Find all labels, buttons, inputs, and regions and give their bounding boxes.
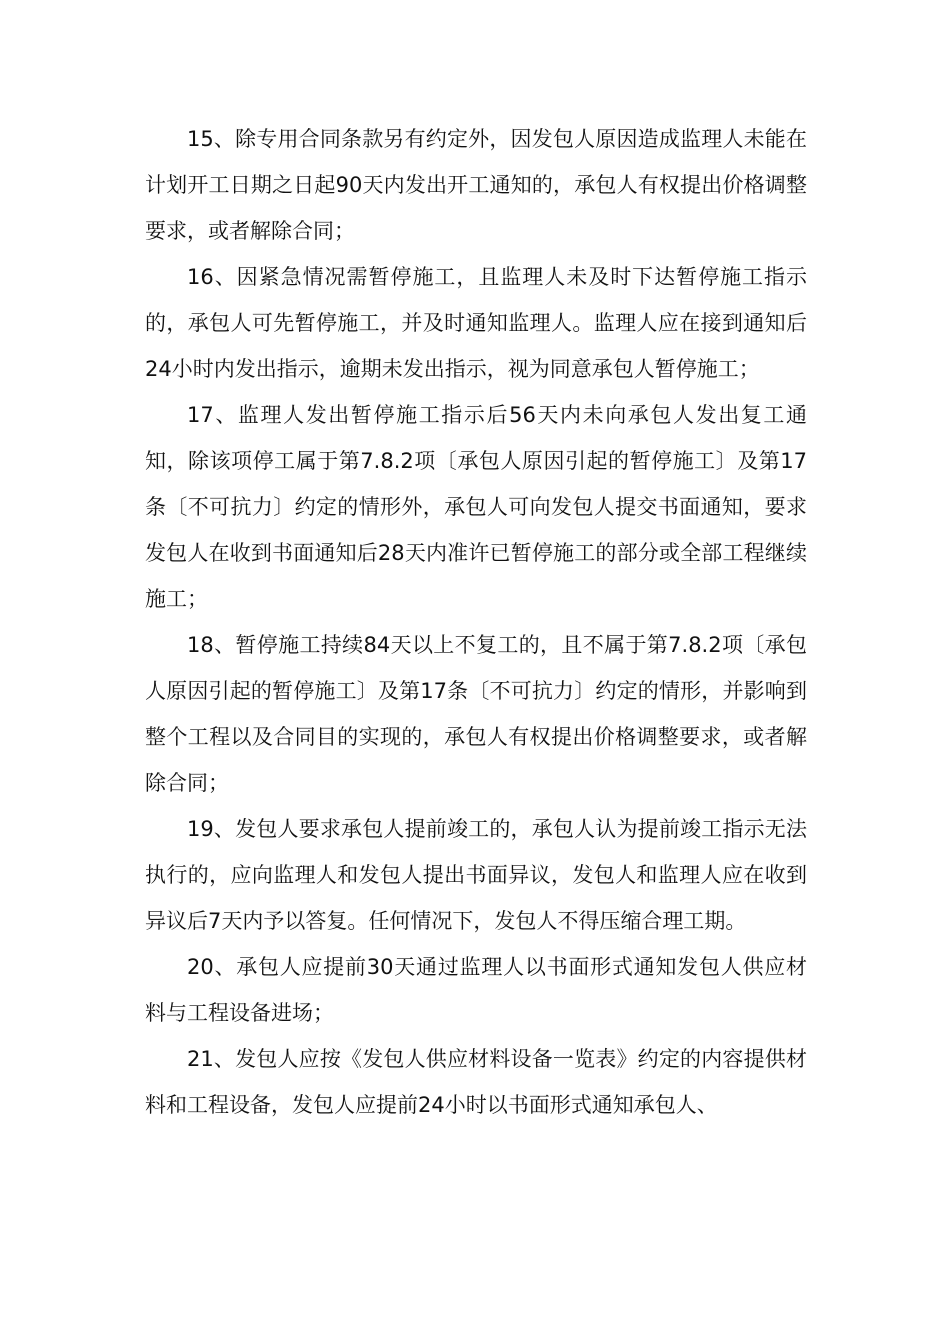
paragraph-17: 17、监理人发出暂停施工指示后56天内未向承包人发出复工通知，除该项停工属于第7.8.2项〔承包人原因引起的暂停施工〕及第17条〔不可抗力〕约定的情形外，承包人可向发包人提交书面通知，要求发包人在收到书面通知后28天内准许已暂停施工的部分或全部工程继续施工； xyxy=(145,403,807,611)
paragraph-19: 19、发包人要求承包人提前竣工的，承包人认为提前竣工指示无法执行的，应向监理人和发包人提出书面异议，发包人和监理人应在收到异议后7天内予以答复。任何情况下，发包人不得压缩合理工期。 xyxy=(145,817,807,933)
paragraph-18: 18、暂停施工持续84天以上不复工的，且不属于第7.8.2项〔承包人原因引起的暂停施工〕及第17条〔不可抗力〕约定的情形，并影响到整个工程以及合同目的实现的，承包人有权提出价格调整要求，或者解除合同； xyxy=(145,633,807,795)
document-body xyxy=(145,116,807,1128)
paragraph-16: 16、因紧急情况需暂停施工，且监理人未及时下达暂停施工指示的，承包人可先暂停施工，并及时通知监理人。监理人应在接到通知后24小时内发出指示，逾期未发出指示，视为同意承包人暂停施工； xyxy=(145,265,807,381)
paragraph-21: 21、发包人应按《发包人供应材料设备一览表》约定的内容提供材料和工程设备，发包人应提前24小时以书面形式通知承包人、 xyxy=(145,1047,807,1117)
paragraph-15: 15、除专用合同条款另有约定外，因发包人原因造成监理人未能在计划开工日期之日起90天内发出开工通知的，承包人有权提出价格调整要求，或者解除合同； xyxy=(145,127,807,243)
paragraph-20: 20、承包人应提前30天通过监理人以书面形式通知发包人供应材料与工程设备进场； xyxy=(145,955,807,1025)
